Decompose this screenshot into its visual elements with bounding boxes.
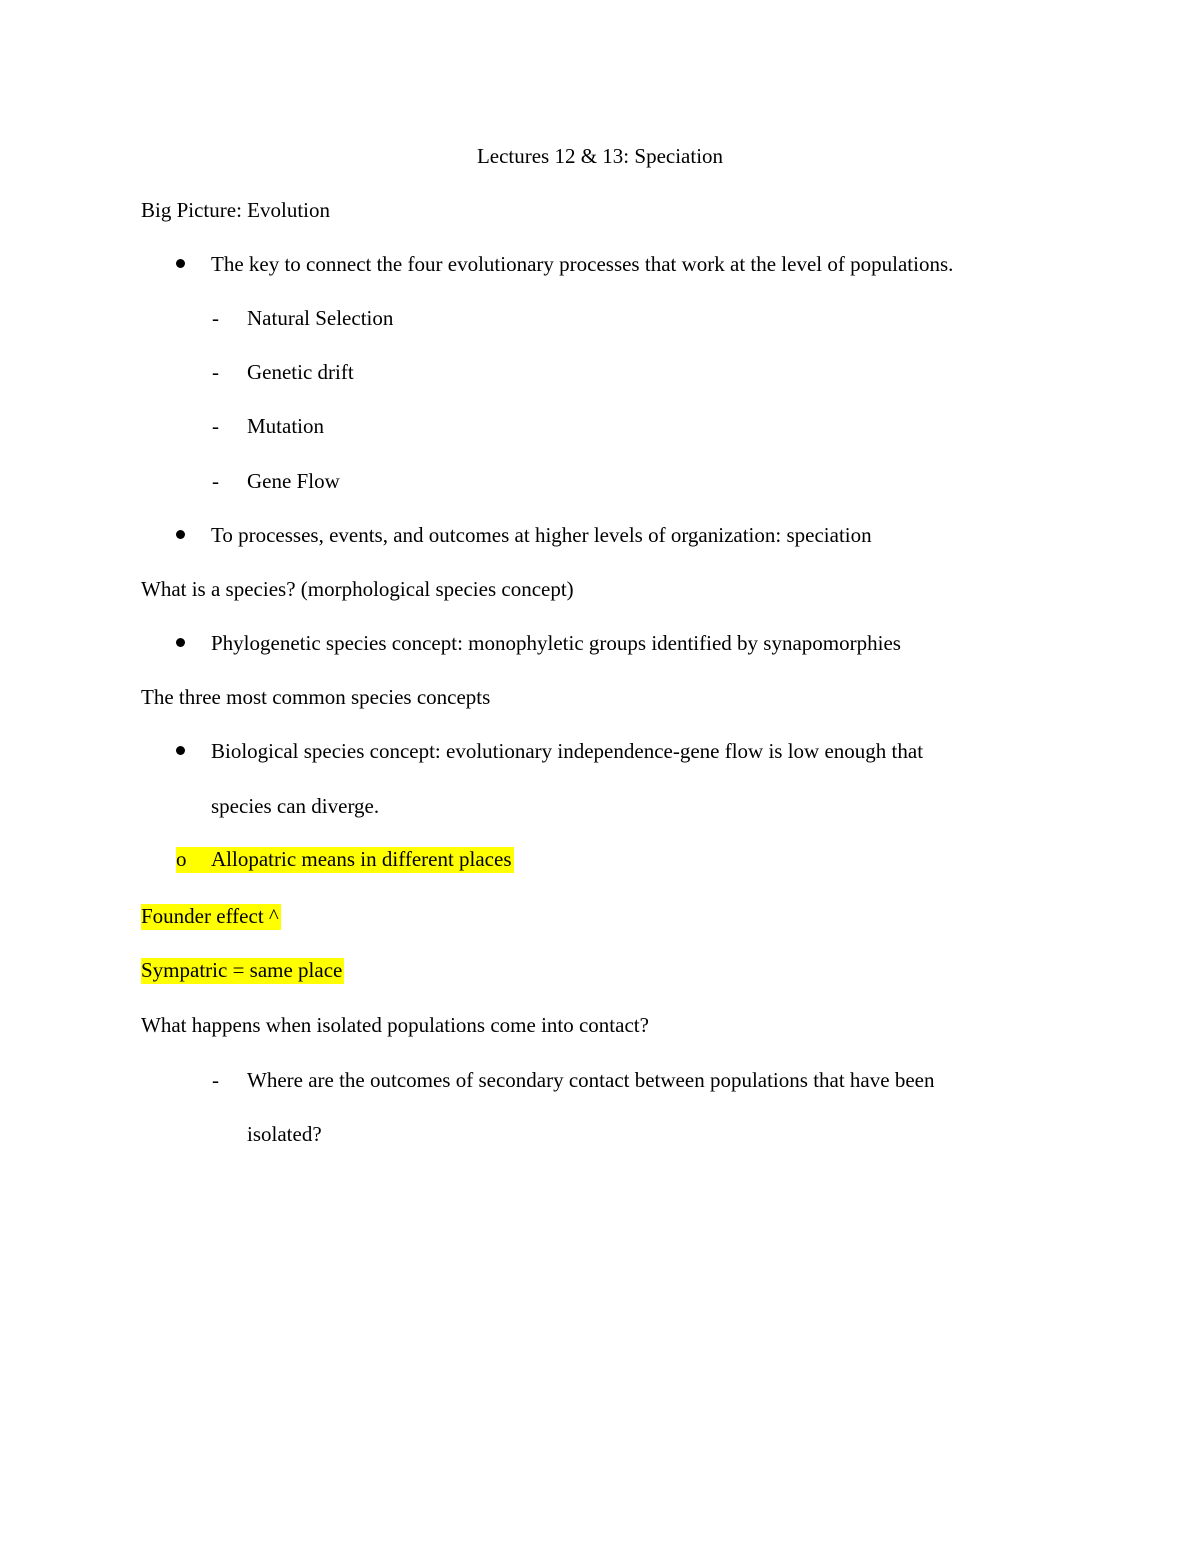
bullet-icon — [176, 746, 185, 755]
dash-marker: - — [212, 469, 219, 493]
list-item: Natural Selection — [247, 306, 394, 330]
section-heading-species: What is a species? (morphological species concept) — [141, 577, 574, 601]
bullet-text-continued: species can diverge. — [211, 794, 380, 818]
dash-marker: - — [212, 414, 219, 438]
dash-marker: - — [212, 360, 219, 384]
list-item: Where are the outcomes of secondary contact between populations that have been — [247, 1068, 935, 1092]
bullet-text: Phylogenetic species concept: monophyletic groups identified by synapomorphies — [211, 631, 901, 655]
dash-marker: - — [212, 1068, 219, 1092]
bullet-text: Biological species concept: evolutionary independence-gene flow is low enough that — [211, 739, 924, 763]
bullet-text: The key to connect the four evolutionary processes that work at the level of populations. — [211, 252, 954, 276]
page-title: Lectures 12 & 13: Speciation — [476, 144, 724, 168]
list-item: Genetic drift — [247, 360, 354, 384]
section-heading-concepts: The three most common species concepts — [141, 685, 491, 709]
list-item-continued: isolated? — [247, 1122, 322, 1146]
bullet-text: To processes, events, and outcomes at higher levels of organization: speciation — [211, 523, 872, 547]
list-item: Gene Flow — [247, 469, 340, 493]
circle-bullet-marker: o — [176, 847, 187, 871]
section-heading-big-picture: Big Picture: Evolution — [141, 198, 330, 222]
highlighted-sub-bullet — [176, 847, 514, 873]
sub-bullet-text: Allopatric means in different places — [211, 847, 512, 871]
bullet-icon — [176, 530, 185, 539]
section-heading-contact: What happens when isolated populations come into contact? — [141, 1013, 649, 1037]
bullet-icon — [176, 638, 185, 647]
highlighted-founder-effect: Founder effect ^ — [141, 904, 279, 928]
highlighted-sympatric: Sympatric = same place — [141, 958, 343, 982]
list-item: Mutation — [247, 414, 324, 438]
bullet-icon — [176, 259, 185, 268]
dash-marker: - — [212, 306, 219, 330]
